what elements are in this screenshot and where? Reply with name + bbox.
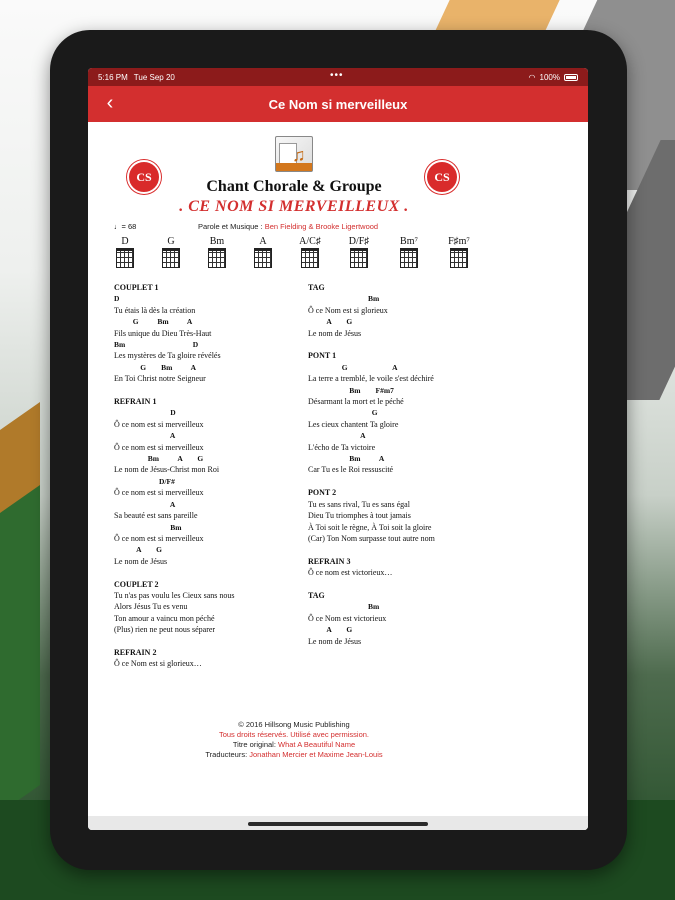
chord-line: Bm D <box>114 340 199 350</box>
chord-line: G Bm A <box>114 362 197 372</box>
lyric-line: Fils unique du Dieu Très-Haut <box>114 328 212 338</box>
song-title: . CE NOM SI MERVEILLEUX . <box>179 198 409 215</box>
original-title: What A Beautiful Name <box>278 740 356 749</box>
lyric-line: L'écho de Ta victoire <box>308 442 376 452</box>
chord-diagram <box>202 236 232 268</box>
section-title: COUPLET 2 <box>114 579 159 589</box>
content-area[interactable] <box>88 122 588 830</box>
chord-grid-icon <box>208 248 226 268</box>
lyric-line: Ô ce nom est victorieux… <box>308 568 393 578</box>
wifi-icon: ◠ <box>528 72 536 82</box>
lyric-line: Ô ce Nom est si glorieux… <box>114 659 202 669</box>
music-file-icon <box>275 136 313 172</box>
lyric-line: À Toi soit le règne, À Toi soit la gloire <box>308 522 432 532</box>
spacer <box>308 544 488 555</box>
section-title: PONT 1 <box>308 351 337 361</box>
copyright: © 2016 Hillsong Music Publishing <box>238 720 350 729</box>
chord-name: Bm⁷ <box>400 236 418 247</box>
section-title: TAG <box>308 283 325 292</box>
chord-diagram <box>248 236 278 268</box>
chord-line: G Bm A <box>114 317 193 327</box>
home-indicator[interactable] <box>248 822 428 826</box>
lyric-line: En Toi Christ notre Seigneur <box>114 374 206 384</box>
choir-logo-icon: CS <box>425 160 459 194</box>
chord-line: A G <box>308 625 353 635</box>
chord-line: A <box>114 431 176 441</box>
chord-line: Bm <box>308 602 380 612</box>
status-date: Tue Sep 20 <box>133 72 175 82</box>
chord-diagram <box>156 236 186 268</box>
chord-name: F♯m⁷ <box>448 236 470 247</box>
chord-name: A/C♯ <box>299 236 321 247</box>
chord-line: Bm <box>308 294 380 304</box>
credits-label: Parole et Musique : <box>198 222 265 231</box>
translators-label: Traducteurs: <box>205 750 250 759</box>
chord-line: Bm <box>114 522 182 532</box>
chord-grid-icon <box>450 248 468 268</box>
tempo-marking: ♩= 68 <box>114 222 137 231</box>
lyric-line: Ton amour a vaincu mon péché <box>114 613 215 623</box>
app-screen <box>88 68 588 830</box>
battery-icon <box>564 74 578 81</box>
chord-line: G <box>308 408 378 418</box>
credits-authors: Ben Fielding & Brooke Ligertwood <box>264 222 379 231</box>
chord-line: A <box>308 431 366 441</box>
chord-diagram <box>110 236 140 268</box>
lyric-line: Sa beauté est sans pareille <box>114 511 198 521</box>
chord-diagram <box>394 236 424 268</box>
lyrics-right-column <box>308 282 488 647</box>
status-right <box>529 73 578 82</box>
chord-line: A G <box>308 317 353 327</box>
section-title: PONT 2 <box>308 488 337 498</box>
chord-line: Bm A G <box>114 454 204 464</box>
original-title-label: Titre original: <box>232 740 279 749</box>
chord-grid-icon <box>116 248 134 268</box>
chord-line: A <box>114 499 176 509</box>
lyric-line: Le nom de Jésus <box>308 636 362 646</box>
multitask-dots-icon[interactable]: ••• <box>330 70 344 81</box>
lyric-line: Le nom de Jésus <box>114 556 168 566</box>
lyrics-left-column <box>114 282 294 670</box>
lyric-line: Ô ce nom est si merveilleux <box>114 442 204 452</box>
original-title-line <box>88 740 500 750</box>
chord-line: G A <box>308 362 398 372</box>
chord-grid-icon <box>162 248 180 268</box>
chord-line: Bm A <box>308 454 385 464</box>
spacer <box>308 476 488 487</box>
chord-line: Bm F#m7 <box>308 385 394 395</box>
lyric-line: (Car) Ton Nom surpasse tout autre nom <box>308 533 435 543</box>
sheet-title: Chant Chorale & Groupe <box>206 178 382 195</box>
lyric-line: Car Tu es le Roi ressuscité <box>308 465 394 475</box>
lyric-line: La terre a tremblé, le voile s'est déchiré <box>308 374 434 384</box>
chord-name: A <box>259 236 267 247</box>
spacer <box>114 385 294 396</box>
status-bar <box>88 68 588 86</box>
section-title: REFRAIN 3 <box>308 556 351 566</box>
section-title: REFRAIN 2 <box>114 647 157 657</box>
lyric-line: Les cieux chantent Ta gloire <box>308 419 399 429</box>
lyric-line: Le nom de Jésus <box>308 328 362 338</box>
lyric-line: Tu étais là dès la création <box>114 305 196 315</box>
lyric-line: Les mystères de Ta gloire révélés <box>114 351 221 361</box>
section-title: TAG <box>308 590 325 600</box>
spacer <box>308 339 488 350</box>
spacer <box>114 567 294 578</box>
lyric-line: Dieu Tu triomphes à tout jamais <box>308 511 411 521</box>
chord-diagram <box>295 236 325 268</box>
chord-grid-icon <box>400 248 418 268</box>
section-title: COUPLET 1 <box>114 283 159 292</box>
song-sheet[interactable] <box>88 122 500 816</box>
back-chevron-icon[interactable]: ‹ <box>106 92 114 114</box>
lyric-line: Désarmant la mort et le péché <box>308 397 404 407</box>
chord-diagrams <box>110 236 480 276</box>
chord-name: G <box>167 236 175 247</box>
lyric-line: Tu es sans rival, Tu es sans égal <box>308 499 410 509</box>
navigation-bar <box>88 86 588 122</box>
chord-line: D/F# <box>114 476 175 486</box>
chord-name: D <box>121 236 129 247</box>
page-margin <box>500 122 588 830</box>
translators: Jonathan Mercier et Maxime Jean-Louis <box>249 750 383 759</box>
lyric-line: Ô ce nom est si merveilleux <box>114 419 204 429</box>
choir-logo-icon: CS <box>127 160 161 194</box>
lyric-line: Alors Jésus Tu es venu <box>114 602 188 612</box>
page-title: Ce Nom si merveilleux <box>268 96 408 112</box>
battery-percent: 100% <box>539 72 560 82</box>
chord-line: A G <box>114 545 162 555</box>
sheet-footer <box>88 720 500 760</box>
credits <box>198 222 378 231</box>
lyric-line: Ô ce Nom est victorieux <box>308 613 387 623</box>
status-time: 5:16 PM <box>98 72 128 82</box>
spacer <box>308 579 488 590</box>
lyric-line: (Plus) rien ne peut nous séparer <box>114 625 216 635</box>
chord-name: Bm <box>209 236 225 247</box>
chord-diagram <box>444 236 474 268</box>
chord-grid-icon <box>254 248 272 268</box>
spacer <box>114 636 294 647</box>
chord-grid-icon <box>301 248 319 268</box>
lyric-line: Ô ce nom est si merveilleux <box>114 488 204 498</box>
chord-diagram <box>344 236 374 268</box>
chord-name: D/F♯ <box>348 236 370 247</box>
chord-grid-icon <box>350 248 368 268</box>
lyric-line: Le nom de Jésus-Christ mon Roi <box>114 465 220 475</box>
section-title: REFRAIN 1 <box>114 397 157 407</box>
translators-line <box>88 750 500 760</box>
lyric-line: Ô ce Nom est si glorieux <box>308 305 388 315</box>
chord-line: D <box>114 294 120 304</box>
rights-notice: Tous droits réservés. Utilisé avec permission. <box>218 730 370 739</box>
lyric-line: Ô ce nom est si merveilleux <box>114 533 204 543</box>
chord-line: D <box>114 408 176 418</box>
lyric-line: Tu n'as pas voulu les Cieux sans nous <box>114 590 235 600</box>
